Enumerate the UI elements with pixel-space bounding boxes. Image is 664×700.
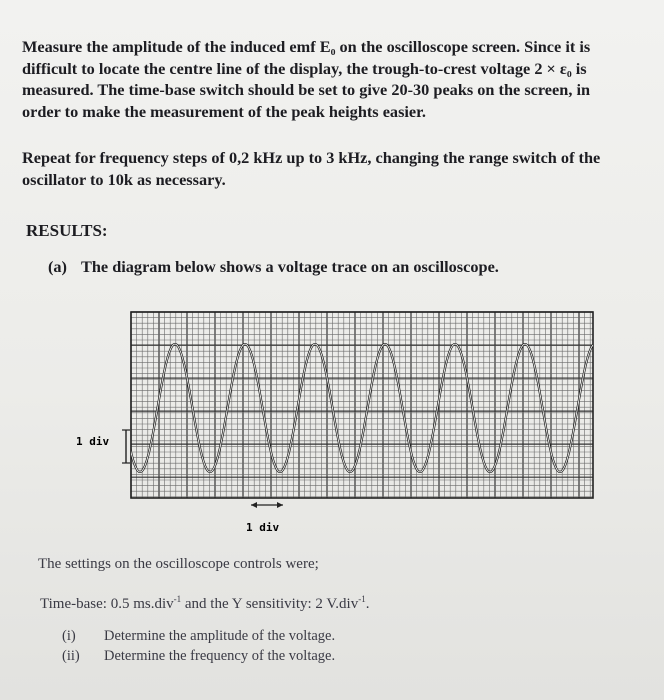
settings-line: [40, 594, 369, 613]
question-ii: [62, 648, 335, 665]
item-a-label: (a): [48, 257, 67, 276]
y-sensitivity-text: and the Y sensitivity: 2 V.div: [181, 596, 359, 612]
question-ii-text: Determine the frequency of the voltage.: [104, 648, 336, 664]
question-ii-number: (ii): [62, 648, 80, 664]
instruction-paragraph-measure: Measure the amplitude of the induced emf E₀ on the oscilloscope screen. Since it is difficult to locate the centre line of the display, the trough-to-crest voltage 2 × ε₀ is measured. The time-base switch should be set to give 20-30 peaks on the screen, in order to make the measurement of the peak heights easier.: [22, 37, 591, 121]
horizontal-scale-label: 1 div: [246, 521, 280, 534]
instruction-paragraph-repeat: Repeat for frequency steps of 0,2 kHz up to 3 kHz, changing the range switch of the oscillator to 10k as necessary.: [22, 148, 601, 189]
time-base-text: Time-base: 0.5 ms.div: [40, 596, 174, 612]
question-i: [62, 628, 335, 645]
question-i-text: Determine the amplitude of the voltage.: [104, 628, 336, 644]
settings-end: .: [365, 596, 370, 612]
settings-intro: The settings on the oscilloscope controls were;: [38, 556, 319, 572]
question-i-number: (i): [62, 628, 76, 644]
horizontal-scale-marker: [251, 502, 283, 508]
results-heading: RESULTS:: [26, 221, 108, 240]
vertical-scale-marker: [122, 430, 130, 463]
oscilloscope-grid: [131, 312, 593, 498]
voltage-trace: [127, 344, 597, 472]
voltage-trace-inner: [127, 344, 597, 472]
time-base-exponent: -1: [173, 594, 182, 604]
vertical-scale-label: 1 div: [76, 435, 110, 448]
item-a-text: The diagram below shows a voltage trace on an oscilloscope.: [81, 257, 499, 276]
y-sensitivity-exponent: -1: [358, 594, 366, 604]
